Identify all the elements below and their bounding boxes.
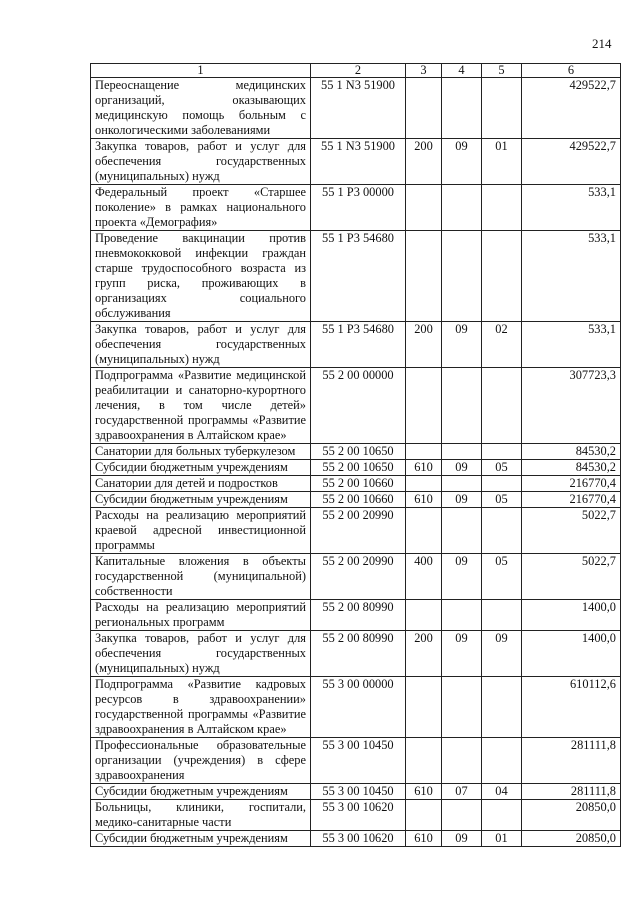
row-subsection-cell — [482, 444, 522, 460]
row-section-cell — [442, 600, 482, 631]
row-section-cell — [442, 800, 482, 831]
row-code-cell: 55 2 00 80990 — [311, 600, 406, 631]
row-code-cell: 55 2 00 10660 — [311, 476, 406, 492]
row-subsection-cell: 05 — [482, 460, 522, 476]
row-subsection-cell: 05 — [482, 554, 522, 600]
header-cell: 1 — [91, 64, 311, 78]
page-number: 214 — [592, 36, 612, 51]
table-row — [91, 185, 621, 231]
row-code-cell: 55 2 00 10650 — [311, 444, 406, 460]
table-row — [91, 600, 621, 631]
row-code-cell: 55 2 00 20990 — [311, 554, 406, 600]
row-subsection-cell — [482, 231, 522, 322]
row-kvr-cell — [406, 800, 442, 831]
row-kvr-cell — [406, 738, 442, 784]
row-name-cell: Субсидии бюджетным учреждениям — [91, 784, 311, 800]
row-subsection-cell — [482, 800, 522, 831]
table-row — [91, 677, 621, 738]
row-kvr-cell: 400 — [406, 554, 442, 600]
row-name-cell: Расходы на реализацию мероприятий краевой адресной инвестиционной программы — [91, 508, 311, 554]
row-code-cell: 55 1 P3 54680 — [311, 231, 406, 322]
table-row — [91, 444, 621, 460]
row-code-cell: 55 2 00 00000 — [311, 368, 406, 444]
header-row — [91, 64, 621, 78]
row-name-cell: Переоснащение медицинских организаций, оказывающих медицинскую помощь больным с онкологическими заболеваниями — [91, 78, 311, 139]
row-amount-cell: 307723,3 — [522, 368, 621, 444]
row-section-cell: 07 — [442, 784, 482, 800]
row-code-cell: 55 3 00 10620 — [311, 831, 406, 847]
table-row — [91, 831, 621, 847]
table-row — [91, 476, 621, 492]
row-section-cell: 09 — [442, 554, 482, 600]
row-subsection-cell — [482, 476, 522, 492]
row-code-cell: 55 3 00 10450 — [311, 784, 406, 800]
row-code-cell: 55 2 00 20990 — [311, 508, 406, 554]
budget-table — [90, 63, 621, 847]
row-kvr-cell — [406, 368, 442, 444]
row-section-cell — [442, 476, 482, 492]
header-cell: 5 — [482, 64, 522, 78]
table-row — [91, 460, 621, 476]
row-code-cell: 55 3 00 10620 — [311, 800, 406, 831]
row-kvr-cell — [406, 677, 442, 738]
header-cell: 4 — [442, 64, 482, 78]
header-cell: 2 — [311, 64, 406, 78]
row-code-cell: 55 2 00 80990 — [311, 631, 406, 677]
row-section-cell: 09 — [442, 460, 482, 476]
row-name-cell: Профессиональные образовательные организации (учреждения) в сфере здравоохранения — [91, 738, 311, 784]
row-amount-cell: 533,1 — [522, 322, 621, 368]
row-section-cell: 09 — [442, 139, 482, 185]
row-subsection-cell: 04 — [482, 784, 522, 800]
row-kvr-cell — [406, 231, 442, 322]
row-code-cell: 55 3 00 10450 — [311, 738, 406, 784]
row-name-cell: Подпрограмма «Развитие кадровых ресурсов в здравоохранении» государственной программы «Развитие здравоохранения в Алтайском крае» — [91, 677, 311, 738]
row-section-cell — [442, 185, 482, 231]
row-kvr-cell — [406, 444, 442, 460]
row-amount-cell: 429522,7 — [522, 139, 621, 185]
table-row — [91, 738, 621, 784]
row-amount-cell: 281111,8 — [522, 738, 621, 784]
row-code-cell: 55 1 N3 51900 — [311, 78, 406, 139]
row-name-cell: Проведение вакцинации против пневмококковой инфекции граждан старше трудоспособного возраста из групп риска, проживающих в организациях социального обслуживания — [91, 231, 311, 322]
row-subsection-cell — [482, 78, 522, 139]
row-section-cell: 09 — [442, 322, 482, 368]
row-amount-cell: 20850,0 — [522, 800, 621, 831]
row-kvr-cell: 610 — [406, 460, 442, 476]
row-section-cell — [442, 738, 482, 784]
row-section-cell — [442, 368, 482, 444]
row-kvr-cell: 610 — [406, 784, 442, 800]
row-amount-cell: 20850,0 — [522, 831, 621, 847]
row-amount-cell: 281111,8 — [522, 784, 621, 800]
table-row — [91, 322, 621, 368]
row-amount-cell: 429522,7 — [522, 78, 621, 139]
row-name-cell: Субсидии бюджетным учреждениям — [91, 460, 311, 476]
row-amount-cell: 84530,2 — [522, 444, 621, 460]
row-name-cell: Санатории для больных туберкулезом — [91, 444, 311, 460]
row-amount-cell: 5022,7 — [522, 508, 621, 554]
row-subsection-cell — [482, 368, 522, 444]
row-name-cell: Закупка товаров, работ и услуг для обеспечения государственных (муниципальных) нужд — [91, 631, 311, 677]
row-subsection-cell — [482, 600, 522, 631]
row-subsection-cell: 02 — [482, 322, 522, 368]
table-row — [91, 368, 621, 444]
row-name-cell: Закупка товаров, работ и услуг для обеспечения государственных (муниципальных) нужд — [91, 322, 311, 368]
table-row — [91, 554, 621, 600]
row-section-cell: 09 — [442, 492, 482, 508]
row-name-cell: Капитальные вложения в объекты государственной (муниципальной) собственности — [91, 554, 311, 600]
row-kvr-cell: 610 — [406, 831, 442, 847]
row-name-cell: Закупка товаров, работ и услуг для обеспечения государственных (муниципальных) нужд — [91, 139, 311, 185]
row-subsection-cell: 05 — [482, 492, 522, 508]
row-kvr-cell — [406, 600, 442, 631]
row-amount-cell: 84530,2 — [522, 460, 621, 476]
row-amount-cell: 533,1 — [522, 185, 621, 231]
row-amount-cell: 1400,0 — [522, 600, 621, 631]
row-name-cell: Субсидии бюджетным учреждениям — [91, 831, 311, 847]
row-section-cell — [442, 231, 482, 322]
row-amount-cell: 610112,6 — [522, 677, 621, 738]
row-name-cell: Расходы на реализацию мероприятий региональных программ — [91, 600, 311, 631]
row-kvr-cell — [406, 78, 442, 139]
table-row — [91, 800, 621, 831]
table-row — [91, 78, 621, 139]
row-code-cell: 55 1 P3 00000 — [311, 185, 406, 231]
row-kvr-cell — [406, 185, 442, 231]
row-subsection-cell — [482, 738, 522, 784]
row-kvr-cell: 200 — [406, 322, 442, 368]
row-code-cell: 55 2 00 10660 — [311, 492, 406, 508]
row-subsection-cell — [482, 508, 522, 554]
row-kvr-cell: 610 — [406, 492, 442, 508]
row-section-cell: 09 — [442, 831, 482, 847]
table-row — [91, 631, 621, 677]
row-name-cell: Подпрограмма «Развитие медицинской реабилитации и санаторно-курортного лечения, в том числе детей» государственной программы «Развитие здравоохранения в Алтайском крае» — [91, 368, 311, 444]
row-name-cell: Больницы, клиники, госпитали, медико-санитарные части — [91, 800, 311, 831]
row-kvr-cell — [406, 508, 442, 554]
row-code-cell: 55 2 00 10650 — [311, 460, 406, 476]
row-amount-cell: 5022,7 — [522, 554, 621, 600]
row-section-cell — [442, 444, 482, 460]
table-row — [91, 492, 621, 508]
row-kvr-cell: 200 — [406, 139, 442, 185]
row-amount-cell: 1400,0 — [522, 631, 621, 677]
row-amount-cell: 216770,4 — [522, 492, 621, 508]
table-row — [91, 784, 621, 800]
row-code-cell: 55 1 N3 51900 — [311, 139, 406, 185]
row-code-cell: 55 1 P3 54680 — [311, 322, 406, 368]
table-row — [91, 139, 621, 185]
row-section-cell: 09 — [442, 631, 482, 677]
row-subsection-cell — [482, 677, 522, 738]
row-section-cell — [442, 508, 482, 554]
row-subsection-cell: 01 — [482, 139, 522, 185]
table-body — [91, 78, 621, 847]
row-name-cell: Федеральный проект «Старшее поколение» в рамках национального проекта «Демография» — [91, 185, 311, 231]
row-amount-cell: 216770,4 — [522, 476, 621, 492]
row-subsection-cell — [482, 185, 522, 231]
table-row — [91, 231, 621, 322]
row-subsection-cell: 01 — [482, 831, 522, 847]
row-section-cell — [442, 677, 482, 738]
row-kvr-cell: 200 — [406, 631, 442, 677]
row-name-cell: Субсидии бюджетным учреждениям — [91, 492, 311, 508]
table-row — [91, 508, 621, 554]
row-subsection-cell: 09 — [482, 631, 522, 677]
header-cell: 3 — [406, 64, 442, 78]
row-kvr-cell — [406, 476, 442, 492]
header-cell: 6 — [522, 64, 621, 78]
row-code-cell: 55 3 00 00000 — [311, 677, 406, 738]
row-amount-cell: 533,1 — [522, 231, 621, 322]
row-name-cell: Санатории для детей и подростков — [91, 476, 311, 492]
row-section-cell — [442, 78, 482, 139]
